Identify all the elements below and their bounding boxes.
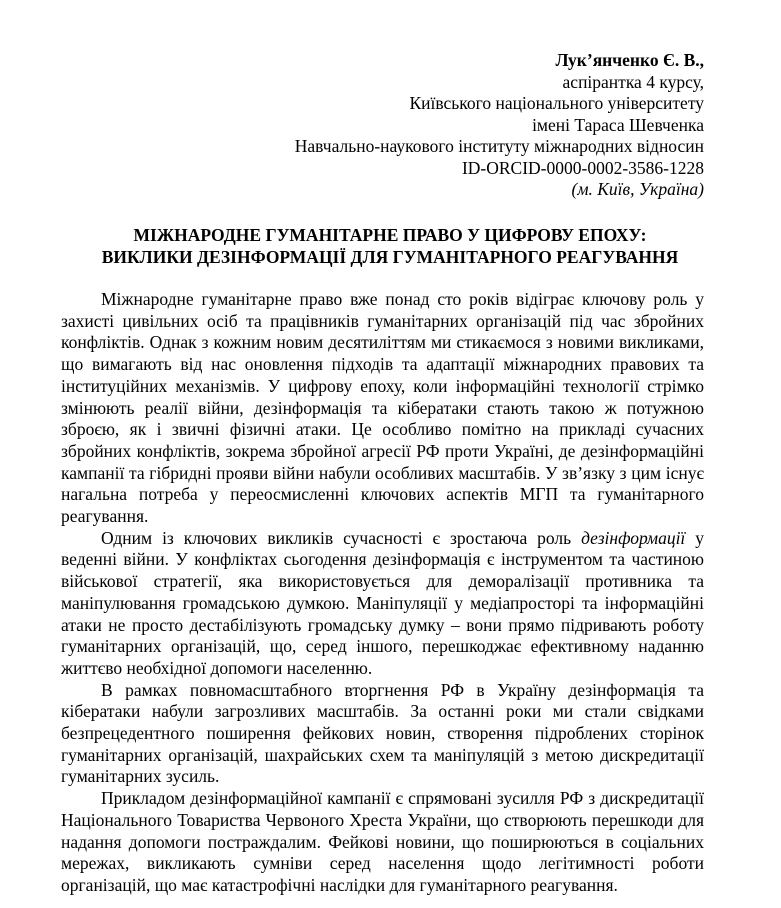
paper-title-line1: МІЖНАРОДНЕ ГУМАНІТАРНЕ ПРАВО У ЦИФРОВУ ЕПОХУ: [133, 225, 647, 245]
body-text [61, 289, 704, 897]
paragraph-2-start: Одним із ключових викликів сучасності є зростаюча роль [101, 527, 582, 548]
paragraph-2-emphasis: дезінформації [581, 527, 686, 548]
author-name: Лук’янченко Є. В., [555, 50, 704, 70]
author-university-line2: імені Тараса Шевченка [532, 114, 704, 135]
paragraph-3: В рамках повномасштабного вторгнення РФ в Україну дезінформація та кібератаки набули загрозливих масштабів. За останні роки ми стали свідками безпрецедентного поширення фейкових новин, створення підроблених сторінок гуманітарних організацій, шахрайських схем та маніпуляцій з метою дискредитації гуманітарних зусиль. [61, 679, 704, 787]
author-position: аспірантка 4 курсу, [562, 71, 704, 92]
paragraph-4: Прикладом дезінформаційної кампанії є спрямовані зусилля РФ з дискредитації Національного Товариства Червоного Хреста України, що створюють перешкоди для надання допомоги постраждалим. Фейкові новини, що поширюються в соціальних мережах, викликають сумніви серед населення щодо легітимності роботи організацій, що має катастрофічні наслідки для гуманітарного реагування. [61, 788, 704, 895]
paragraph-2-end: у веденні війни. У конфліктах сьогодення дезінформація є інструментом та частиною військової стратегії, яка використовується для деморалізації противника та маніпулювання громадською думкою. Маніпуляції у медіапросторі та інформаційні атаки не просто дестабілізують громадську думку – вони прямо підривають роботу гуманітарних організацій, що, серед іншого, перешкоджає ефективному наданню життєво необхідної допомоги населенню. [61, 527, 705, 678]
author-block [295, 50, 704, 201]
author-orcid: ID-ORCID-0000-0002-3586-1228 [461, 157, 704, 178]
author-university-line1: Київського національного університету [409, 93, 704, 113]
author-institute: Навчально-наукового інституту міжнародних відносин [294, 136, 704, 156]
author-city: (м. Київ, Україна) [571, 179, 704, 199]
paper-title-line2: ВИКЛИКИ ДЕЗІНФОРМАЦІЇ ДЛЯ ГУМАНІТАРНОГО РЕАГУВАННЯ [101, 247, 679, 267]
paragraph-2 [61, 528, 704, 680]
paper-title [60, 224, 720, 268]
paragraph-1: Міжнародне гуманітарне право вже понад сто років відіграє ключову роль у захисті цивільних осіб та працівників гуманітарних організацій під час збройних конфліктів. Однак з кожним новим десятиліттям ми стикаємося з новими викликами, що вимагають від нас оновлення підходів та адаптації міжнародних правових та інституційних механізмів. У цифрову епоху, коли інформаційні технології стрімко змінюють реалії війни, дезінформація та кібератаки стають такою ж потужною зброєю, як і звичні фізичні атаки. Це особливо помітно на прикладі сучасних збройних конфліктів, зокрема збройної агресії РФ проти Україні, де дезінформаційні кампанії та гібридні прояви війни набули особливих масштабів. У зв’язку з цим існує нагальна потреба у переосмисленні ключових аспектів МГП та гуманітарного реагування. [61, 289, 704, 527]
